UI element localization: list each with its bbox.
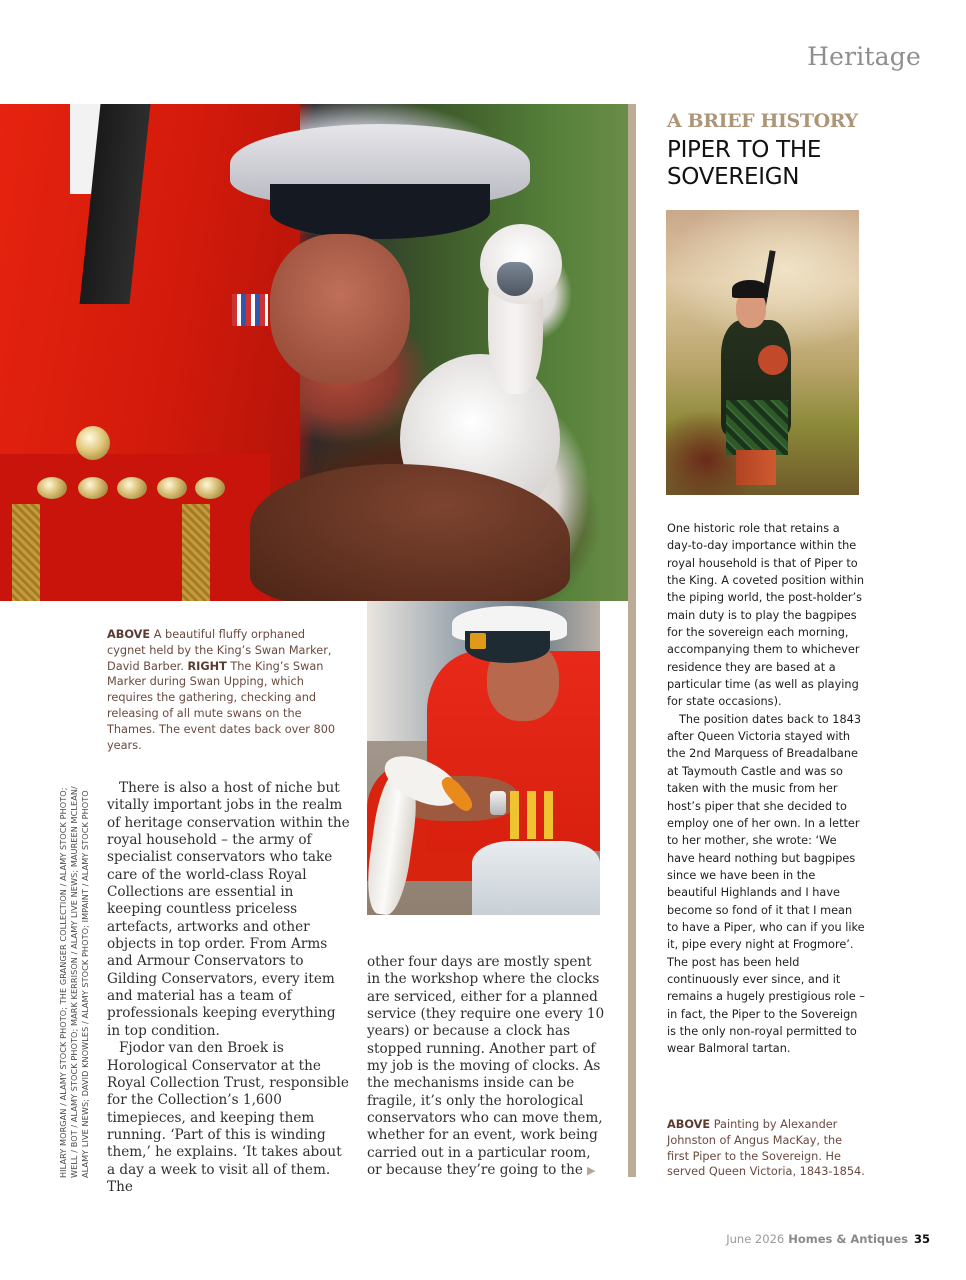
gold-stripe <box>510 791 519 839</box>
brass-button <box>76 426 110 460</box>
magazine-name: Homes & Antiques <box>788 1232 908 1246</box>
piper-painting <box>666 210 859 495</box>
article-column-2 <box>367 954 607 1179</box>
brass-button <box>37 477 67 499</box>
painting-caption <box>667 1117 867 1180</box>
continue-arrow-icon: ▶ <box>586 1164 596 1178</box>
caption-label-above: ABOVE <box>667 1118 711 1131</box>
bonnet <box>732 280 768 298</box>
red-hose <box>736 450 776 485</box>
brass-button <box>78 477 108 499</box>
gold-braid <box>12 504 40 601</box>
article-paragraph: There is also a host of niche but vitally important jobs in the realm of heritage conservation within the royal household – the army of specialist conservators who take care of the world-class Royal Collections are essential in keeping countless priceless artefacts, artworks and other objects in top order. From Arms and Armour Conservators to Gilding Conservators, every item and material has a team of professionals keeping everything in top condition. <box>107 780 350 1039</box>
gold-stripe <box>544 791 553 839</box>
sidebar-title: PIPER TO THE SOVEREIGN <box>667 137 822 190</box>
page-footer <box>726 1232 930 1246</box>
cygnet-photo <box>0 104 628 601</box>
caption-text: Painting by Alexander Johnston of Angus MacKay, the first Piper to the Sovereign. He served Queen Victoria, 1843-1854. <box>667 1118 865 1179</box>
crown-badge-icon <box>470 633 486 649</box>
issue-date: June 2026 <box>726 1232 785 1246</box>
article-paragraph <box>367 954 607 1179</box>
cap-visor <box>270 184 490 239</box>
gold-stripe <box>527 791 536 839</box>
page-number: 35 <box>913 1232 930 1246</box>
brass-button <box>195 477 225 499</box>
wristwatch <box>490 791 506 815</box>
caption-label-above: ABOVE <box>107 628 151 641</box>
article-text: other four days are mostly spent in the workshop where the clocks are serviced, either for a planned service (they require one every 10 years) or because a clock has stopped running. Another part of my job is the moving of clocks. As the mechanisms inside can be fragile, it’s only the horological conservators who can move them, whether for an event, work being carried out in a particular room, or because they’re going to the <box>367 954 605 1179</box>
caption-text: A beautiful fluffy orphaned cygnet held by the King’s Swan Marker, David Barber. <box>107 628 332 673</box>
medal-ribbon <box>232 294 268 326</box>
caption-text: The King’s Swan Marker during Swan Upping, which requires the gathering, checking and releasing of all mute swans on the Thames. The event dates back over 800 years. <box>107 659 336 752</box>
cygnet-beak <box>497 262 533 296</box>
gold-braid <box>182 504 210 601</box>
caption-label-right: RIGHT <box>187 659 227 673</box>
brass-button <box>157 477 187 499</box>
swan-marker-photo <box>367 601 600 915</box>
sidebar-kicker: A BRIEF HISTORY <box>667 110 858 132</box>
photo-credits: HILARY MORGAN / ALAMY STOCK PHOTO; THE GRANGER COLLECTION / ALAMY STOCK PHOTO; WELL / BOT / ALAMY STOCK PHOTO; MARK KERRISON / ALAMY LIVE NEWS; MAUREEN MCLEAN/ ALAMY LIVE NEWS; DAVID KNOWLES / ALAMY STOCK PHOTO; IMPAINT / ALAMY STOCK PHOTO <box>58 786 90 1178</box>
vertical-divider <box>628 104 636 1177</box>
article-column-1 <box>107 780 352 1196</box>
article-paragraph: Fjodor van den Broek is Horological Conservator at the Royal Collection Trust, responsible for the Collection’s 1,600 timepieces, and keeping them running. ‘Part of this is winding them,’ he explains. ‘It takes about a day a week to visit all of them. The <box>107 1040 349 1195</box>
sidebar-paragraph: One historic role that retains a day-to-day importance within the royal household is that of Piper to the King. A coveted position within the piping world, the post-holder’s main duty is to play the bagpipes for the sovereign each morning, accompanying them to whichever residence they are based at a particular time (as well as playing for state occasions). <box>667 522 865 709</box>
brass-button <box>117 477 147 499</box>
white-trousers <box>472 841 600 915</box>
tartan-kilt <box>726 400 788 455</box>
man-face <box>270 234 410 384</box>
sidebar-paragraph: The position dates back to 1843 after Queen Victoria stayed with the 2nd Marquess of Breadalbane at Taymouth Castle and was so taken with the music from her host’s piper that she decided to employ one of her own. In a letter to her mother, she wrote: ‘We have heard nothing but bagpipes since we have been in the beautiful Highlands and I have become so fond of it that I mean to have a Piper, who can if you like it, pipe every night at Frogmore’. The post has been held continuously ever since, and it remains a hugely prestigious role – in fact, the Piper to the Sovereign is the only non-royal permitted to wear Balmoral tartan. <box>667 712 865 1056</box>
photo-caption <box>107 627 343 753</box>
sidebar-body <box>667 520 867 1058</box>
section-label: Heritage <box>807 42 921 71</box>
bagpipe-bag <box>758 345 788 375</box>
jacket-cuff <box>0 454 270 601</box>
